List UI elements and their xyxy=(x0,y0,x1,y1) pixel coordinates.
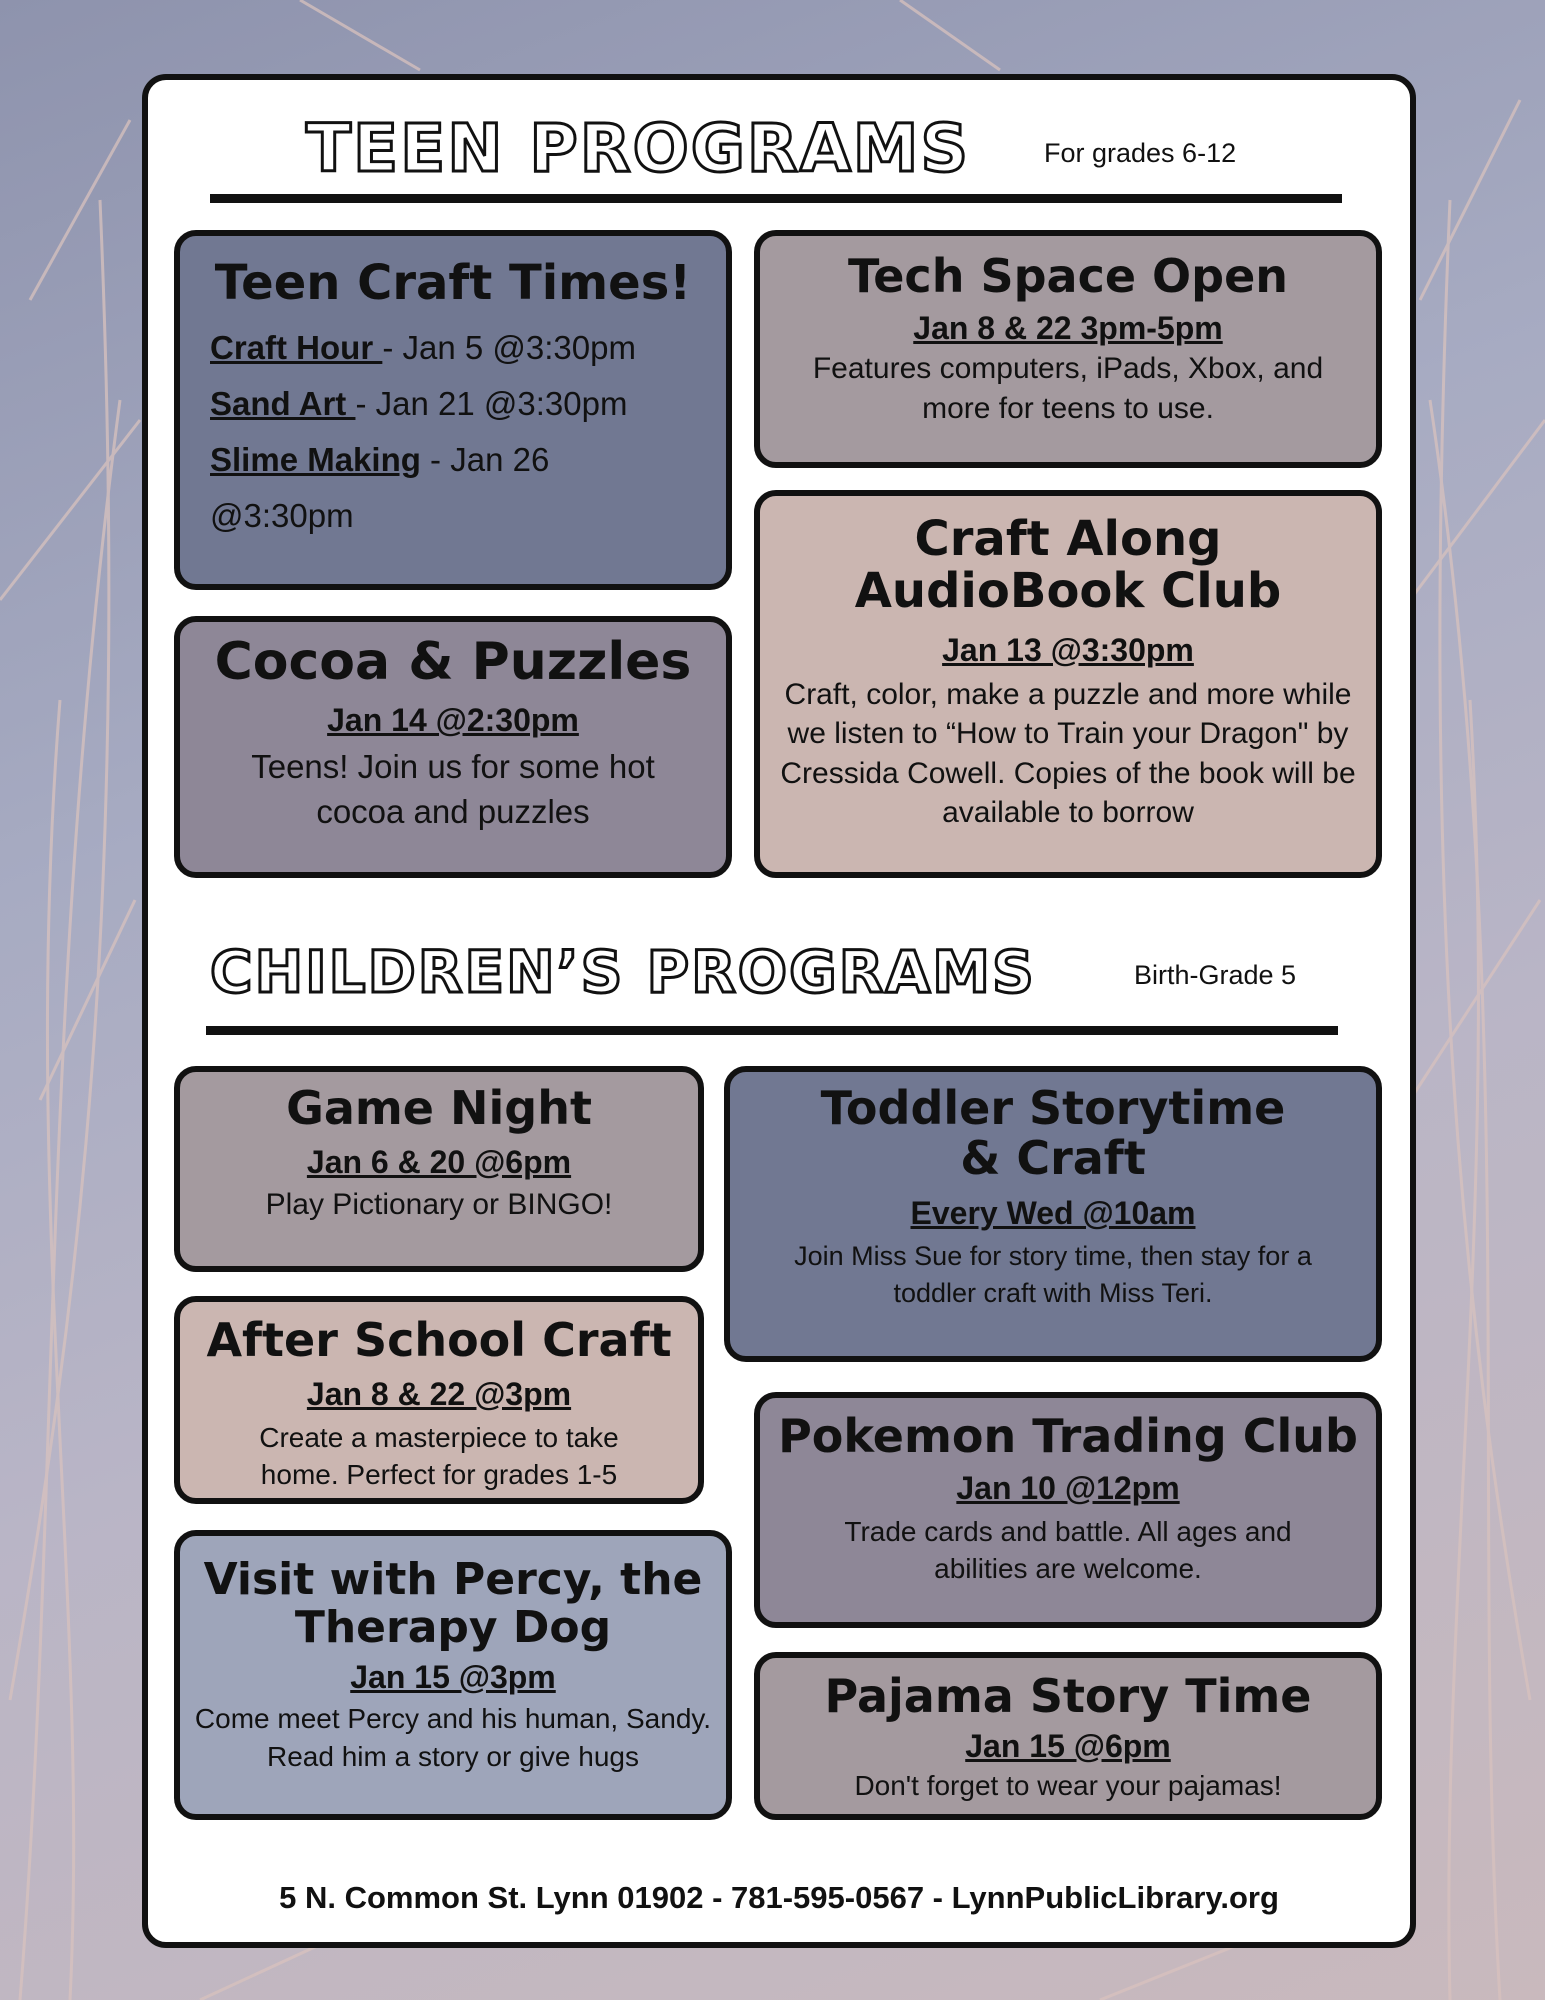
event-description: Don't forget to wear your pajamas! xyxy=(854,1769,1282,1801)
toddler-storytime-card xyxy=(724,1066,1382,1362)
teen-craft-times-card xyxy=(174,230,732,590)
cocoa-puzzles-card xyxy=(174,616,732,878)
event-description: Create a masterpiece to take home. Perfect for grades 1-5 xyxy=(259,1421,619,1491)
card-title: Pajama Story Time xyxy=(824,1669,1312,1723)
card-title: Game Night xyxy=(286,1081,592,1135)
event-description: Trade cards and battle. All ages and abilities are welcome. xyxy=(844,1515,1292,1585)
card-title: Craft Along AudioBook Club xyxy=(854,511,1282,619)
list-item: Craft Hour - Jan 5 @3:30pm xyxy=(210,328,636,366)
event-date: Jan 8 & 22 @3pm xyxy=(306,1375,572,1412)
game-night-card xyxy=(174,1066,704,1272)
card-title: After School Craft xyxy=(206,1313,672,1367)
event-description: Teens! Join us for some hot cocoa and puzzles xyxy=(251,748,655,830)
children-section-subtitle: Birth-Grade 5 xyxy=(1134,960,1297,990)
pajama-story-time-card xyxy=(754,1652,1382,1820)
event-date: Every Wed @10am xyxy=(910,1195,1196,1232)
craft-schedule-list xyxy=(180,320,726,544)
library-contact-footer: 5 N. Common St. Lynn 01902 - 781-595-0567 - LynnPublicLibrary.org xyxy=(279,1880,1279,1915)
event-date: Jan 8 & 22 3pm-5pm xyxy=(913,309,1223,346)
children-divider xyxy=(206,1026,1338,1035)
card-title: Teen Craft Times! xyxy=(214,255,692,311)
event-date: Jan 13 @3:30pm xyxy=(942,631,1194,668)
event-date: Jan 14 @2:30pm xyxy=(327,702,579,739)
event-description: Craft, color, make a puzzle and more while we listen to “How to Train your Dragon" by Cressida Cowell. Copies of the book will be available to borrow xyxy=(780,677,1356,830)
audiobook-club-card xyxy=(754,490,1382,878)
card-title: Pokemon Trading Club xyxy=(778,1409,1358,1463)
flyer-sheet xyxy=(142,74,1416,1948)
card-title: Toddler Storytime & Craft xyxy=(820,1081,1286,1185)
percy-therapy-dog-card xyxy=(174,1530,732,1820)
tech-space-card xyxy=(754,230,1382,468)
event-date: Jan 6 & 20 @6pm xyxy=(306,1143,572,1180)
card-title: Visit with Percy, the Therapy Dog xyxy=(203,1554,703,1653)
list-item: Slime Making - Jan 26 @3:30pm xyxy=(210,440,550,534)
teen-divider xyxy=(210,194,1342,203)
event-date: Jan 15 @3pm xyxy=(350,1659,556,1696)
event-date: Jan 10 @12pm xyxy=(956,1469,1180,1506)
teen-section-subtitle: For grades 6-12 xyxy=(1044,138,1237,168)
teen-section-title: TEEN PROGRAMS xyxy=(306,110,970,187)
event-description: Join Miss Sue for story time, then stay for a toddler craft with Miss Teri. xyxy=(794,1241,1312,1308)
list-item: Sand Art - Jan 21 @3:30pm xyxy=(210,384,628,422)
event-date: Jan 15 @6pm xyxy=(965,1727,1171,1764)
after-school-craft-card xyxy=(174,1296,704,1504)
event-description: Play Pictionary or BINGO! xyxy=(265,1187,613,1221)
card-title: Cocoa & Puzzles xyxy=(214,632,692,692)
pokemon-trading-card xyxy=(754,1392,1382,1628)
event-description: Come meet Percy and his human, Sandy. Read him a story or give hugs xyxy=(194,1703,712,1772)
card-title: Tech Space Open xyxy=(847,249,1289,303)
event-description: Features computers, iPads, Xbox, and more for teens to use. xyxy=(812,351,1324,426)
children-section-title: CHILDREN’S PROGRAMS xyxy=(210,938,1036,1006)
